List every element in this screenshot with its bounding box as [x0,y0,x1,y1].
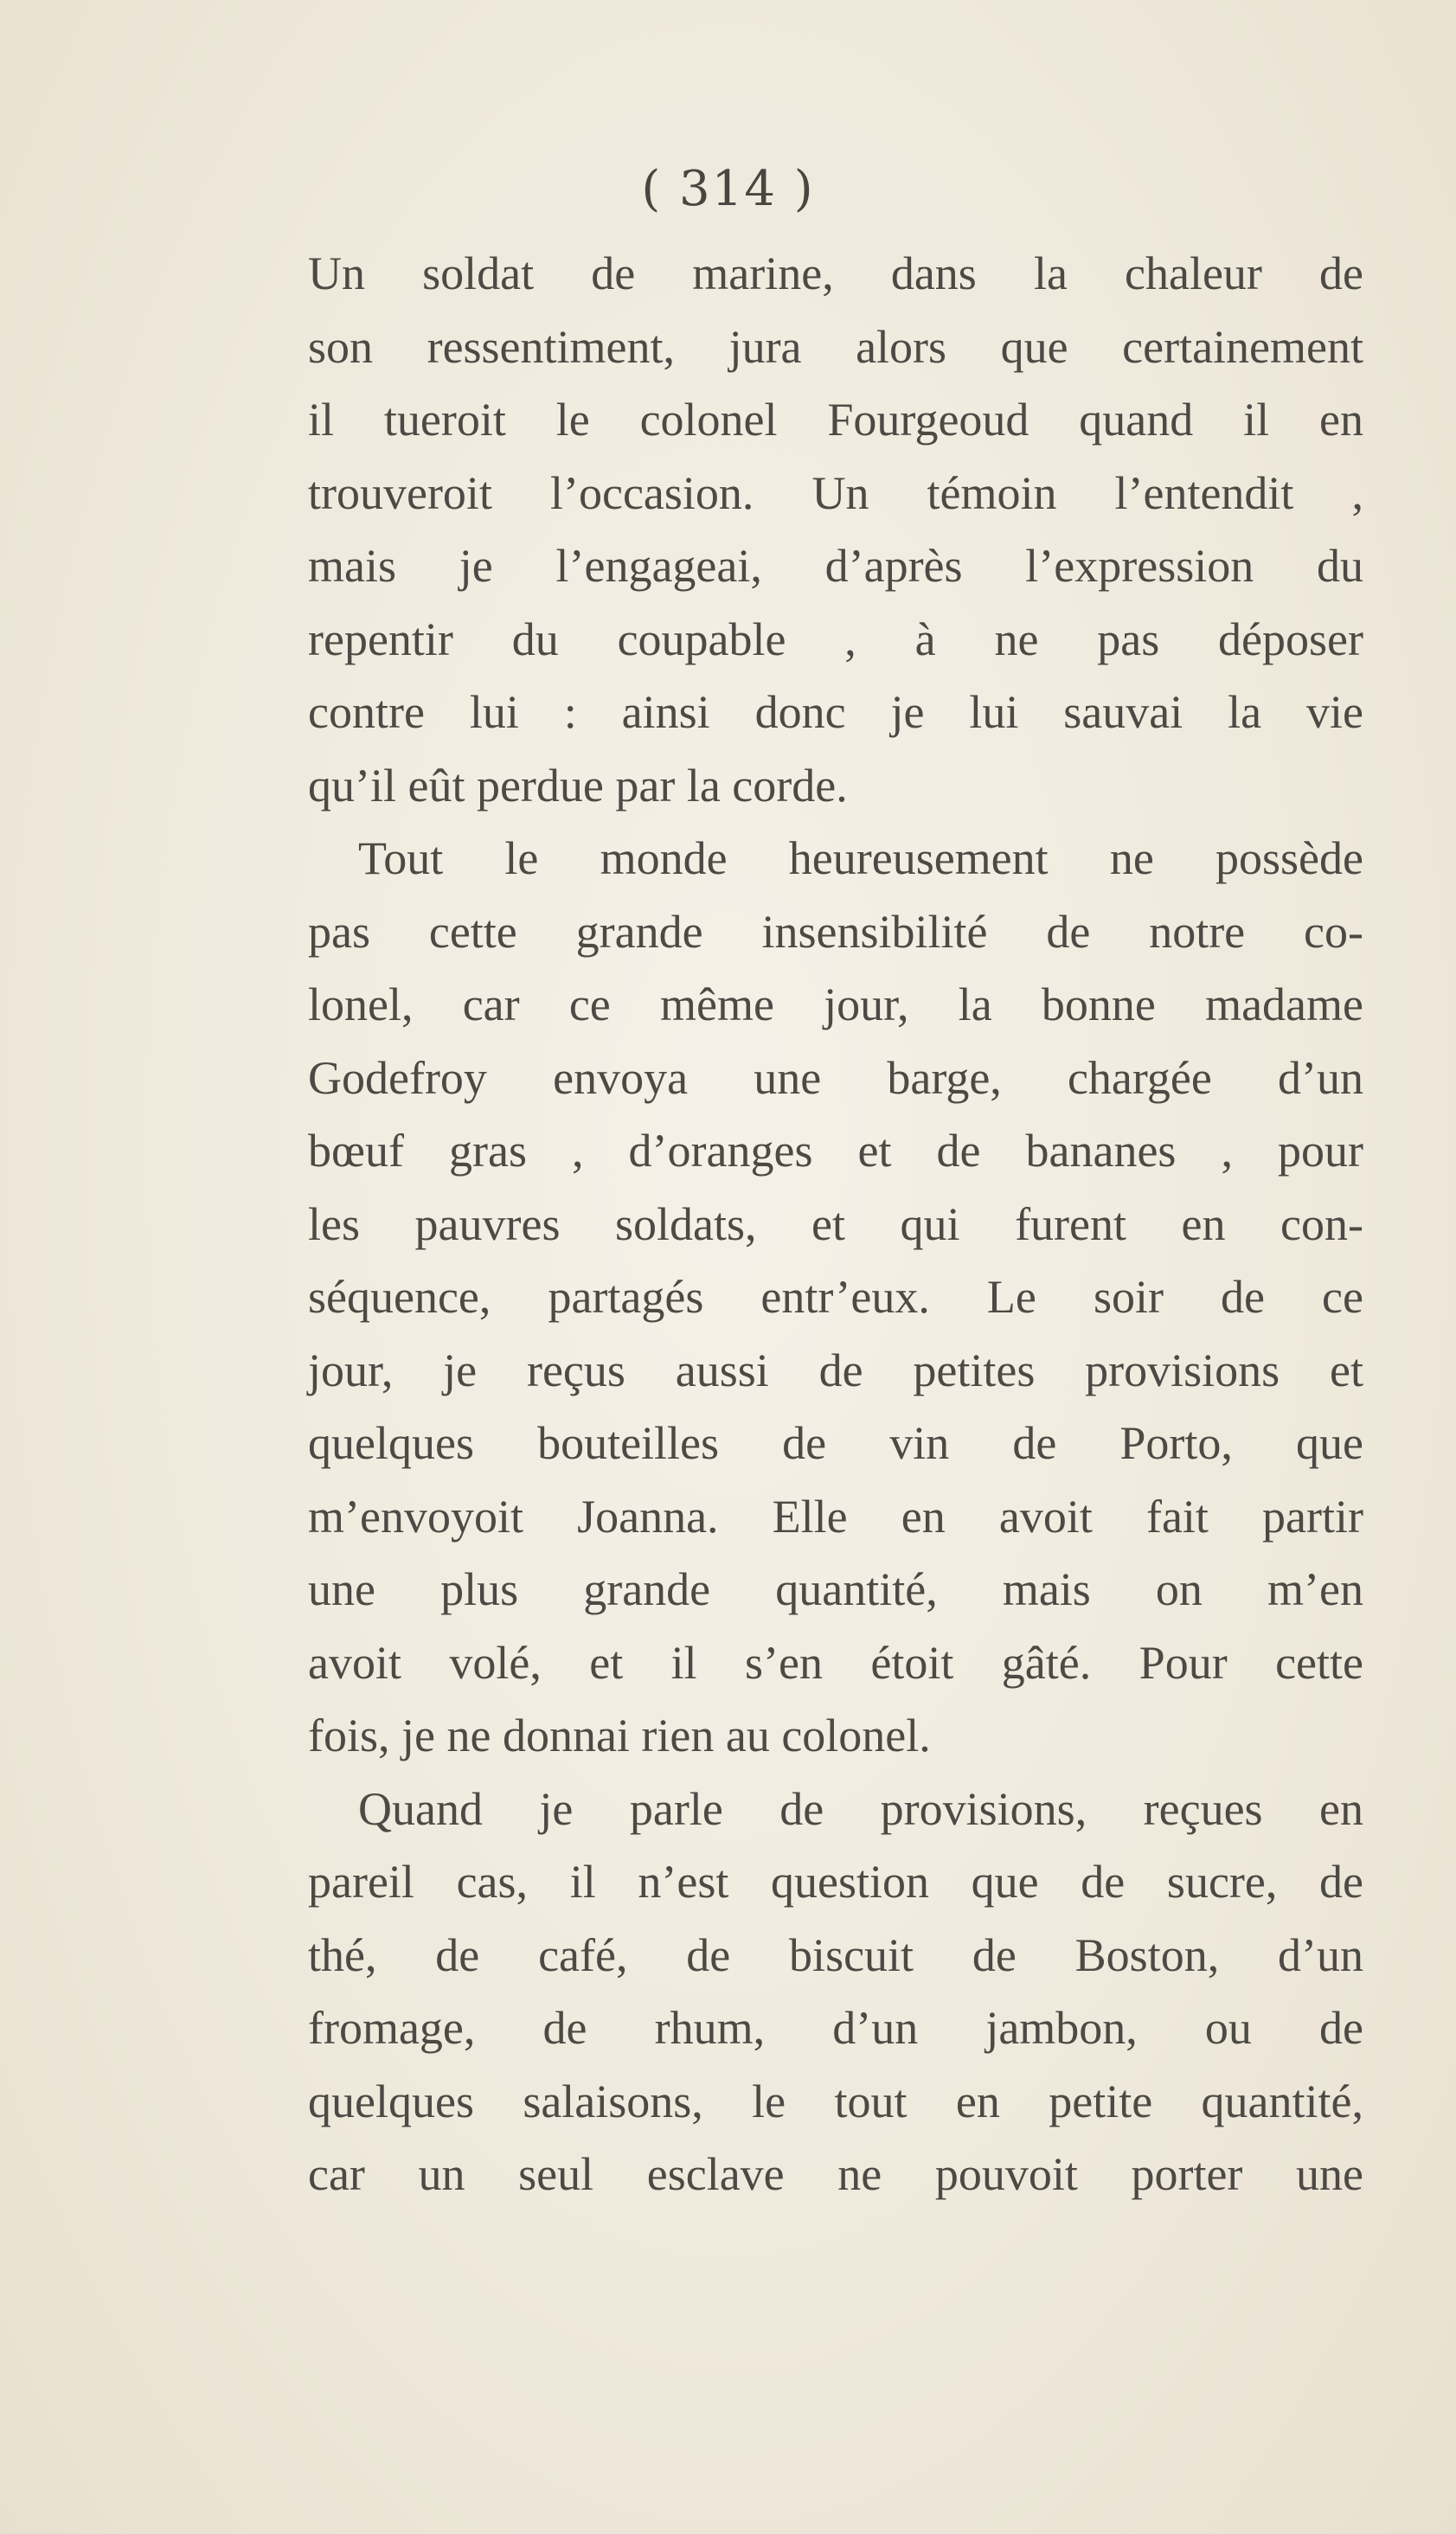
text-line: pas cette grande insensibilité de notre co- [308,905,1363,958]
text-line: Tout le monde heureusement ne possède [358,832,1363,884]
text-line: Quand je parle de provisions, reçues en [358,1782,1363,1835]
text-line: fromage, de rhum, d’un jambon, ou de [308,2002,1363,2054]
page-number: ( 314 ) [641,161,815,217]
text-line: Un soldat de marine, dans la chaleur de [308,247,1363,299]
text-line: mais je l’engageai, d’après l’expression du [308,540,1363,592]
text-line: car un seul esclave ne pouvoit porter une [308,2148,1363,2200]
text-line: quelques bouteilles de vin de Porto, que [308,1417,1363,1469]
text-line: une plus grande quantité, mais on m’en [308,1563,1363,1615]
text-line: jour, je reçus aussi de petites provisions et [308,1344,1363,1396]
text-line: bœuf gras , d’oranges et de bananes , pour [308,1125,1363,1177]
body-text [308,237,1363,2211]
text-line: avoit volé, et il s’en étoit gâté. Pour cette [308,1636,1363,1689]
text-line: les pauvres soldats, et qui furent en con- [308,1197,1363,1250]
text-line: il tueroit le colonel Fourgeoud quand il en [308,394,1363,446]
text-line: lonel, car ce même jour, la bonne madame [308,978,1363,1030]
text-line: qu’il eût perdue par la corde. [308,759,848,812]
text-line: contre lui : ainsi donc je lui sauvai la vie [308,686,1363,738]
text-line: son ressentiment, jura alors que certainement [308,320,1363,373]
text-line: m’envoyoit Joanna. Elle en avoit fait partir [308,1490,1363,1543]
text-line: quelques salaisons, le tout en petite quantité, [308,2075,1363,2127]
text-line: Godefroy envoya une barge, chargée d’un [308,1051,1363,1104]
text-line: séquence, partagés entr’eux. Le soir de ce [308,1271,1363,1323]
text-line: pareil cas, il n’est question que de sucre, de [308,1856,1363,1908]
text-line: fois, je ne donnai rien au colonel. [308,1710,931,1761]
text-line: repentir du coupable , à ne pas déposer [308,613,1363,665]
text-line: trouveroit l’occasion. Un témoin l’entendit , [308,466,1363,519]
text-line: thé, de café, de biscuit de Boston, d’un [308,1928,1363,1981]
